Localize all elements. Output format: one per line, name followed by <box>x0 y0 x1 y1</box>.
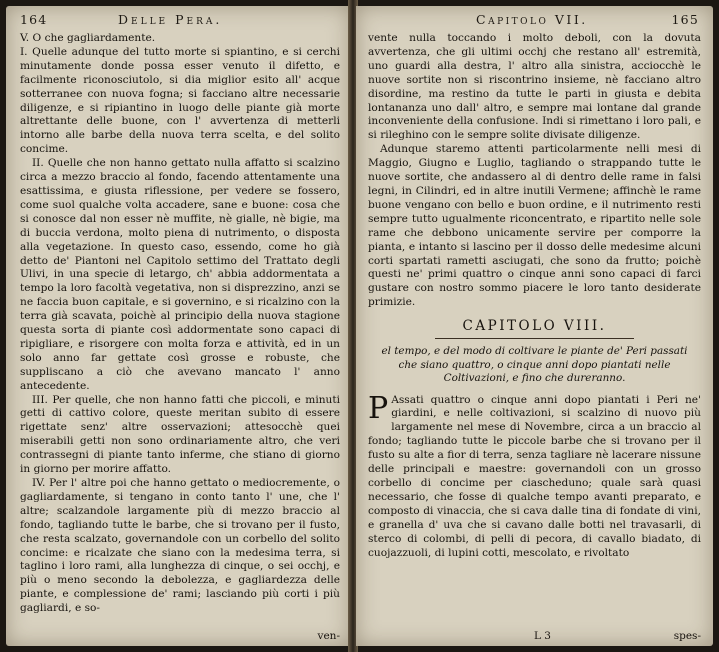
chapter-paragraph <box>368 390 701 561</box>
left-catchword: ven- <box>317 630 340 642</box>
paragraph: I. Quelle adunque del tutto morte si spiantino, e si cerchi minutamente donde possa esser venuto il difetto, e facilmente riconosciutolo, si dia miglior esito all' acque sotterranee con nuova fogna; si facciano altre necessarie diligenze, e si ripiantino in luogo delle piante già morte altrettante delle buone, con l' avvertenza di metterli intorno alle barbe della nuova terra scelta, e del solito concime. <box>20 45 340 156</box>
chapter-paragraph-text: Assati quattro o cinque anni dopo piantati i Peri ne' giardini, e nelle coltivazioni, si scalzino di nuovo più largamente nel mese di Novembre, circa a un braccio al fondo; tagliando tutte le piccole barbe che si trovano per il fusto su alte a fior di terra, senza tagliare nè lacerare nissune delle principali e maestre: governandoli con un grosso corbello di concime per ciascheduno; quale sarà quasi necessario, che fosse di qualche tempo avanti preparato, e composto di vinaccia, che si cava dalle tina di fondate di vini, e granella d' uva che si cavano dalle botti nel travasarli, di sterco di colombi, di pelli di pecora, di cavallo biadato, di cuojazzuoli, di lupini cotti, mescolato, e rivoltato <box>368 393 701 559</box>
paragraph: V. O che gagliardamente. <box>20 32 156 44</box>
right-running-head: Capitolo VII. <box>476 12 588 27</box>
paragraph: Adunque staremo attenti particolarmente nelli mesi di Maggio, Giugno e Luglio, tagliando o strappando tutte le nuove sortite, che andassero al di dentro delle rame in falsi legni, in Cilindri, ed in altre inutili Vermene; affinchè le rame buone vengano con bello e buon ordine, e il nutrimento resti sempre tutto ugualmente riconcentrato, e ripartito nelle sole rame che debbono unicamente servire per comporre la pianta, e intanto si lascino per il dosso delle medesime alcuni corti spartati rametti asciugati, che sono da frutto; poichè questi ne' primi quattro o cinque anni sono capaci di farci gustare con nostro sommo piacere le loro tanto desiderate primizie. <box>368 143 701 309</box>
chapter-title: CAPITOLO VIII. <box>462 318 607 335</box>
right-body-text <box>368 32 701 560</box>
drop-cap: P <box>368 390 389 426</box>
chapter-rule <box>435 338 635 339</box>
left-page <box>6 6 350 646</box>
chapter-summary: el tempo, e del modo di coltivare le piante de' Peri passati che siano quattro, o cinque anni dopo piantati nelle Coltivazioni, e fino che dureranno. <box>381 345 688 385</box>
paragraph: II. Quelle che non hanno gettato nulla affatto si scalzino circa a mezzo braccio al fondo, facendo attentamente una esattissima, e giusta riflessione, per vedere se fossero, come suol qualche volta accadere, sane e buone: cosa che si conosce dal non esser nè muffite, nè gialle, nè bigie, ma di buccia verdona, molto piena di nutrimento, o disposta alla vegetazione. In questo caso, essendo, come ho già detto de' Piantoni nel Capitolo settimo del Trattato degli Ulivi, in una specie di letargo, ch' abbia addormentata a tempo la loro facoltà vegetativa, non si disprezzino, anzi se ne faccia buon capitale, e si governino, e si ricalzino con la terra già scavata, poichè al principio della nuova stagione questa sorta di piante così addormentate sono capaci di ripigliare, e risorgere con molta forza e attività, ed in un solo anno far gettate così grosse e robuste, che suppliscano a ciò che avevano mancato l' anno antecedente. <box>20 157 340 392</box>
right-catchword: spes- <box>673 630 701 642</box>
paragraph: III. Per quelle, che non hanno fatti che piccoli, e minuti getti di cattivo colore, queste meritan subito di essere rigettate senz' altre osservazioni; attesocchè quei miserabili getti non sono ordinariamente altro, che veri contrassegni di piante tanto inferme, che stiano di giorno in giorno per morire affatto. <box>20 393 340 476</box>
signature-mark: L 3 <box>534 630 551 642</box>
right-page-number: 165 <box>671 12 699 27</box>
left-running-head: Delle Pera. <box>118 12 223 27</box>
paragraph: vente nulla toccando i molto deboli, con la dovuta avvertenza, che gli ultimi occhj che restano all' estremità, uno guardi alla destra, l' altro alla sinistra, acciocchè le nuove sortite non si riscontrino insieme, nè facciano altro disordine, ma restino da tutte le parti in giusta e debita lontananza uno dall' altro, e sempre mai lontane dal grande inconveniente della confusione. Indi si rimettano i loro pali, e si rileghino con le sempre solite divisate diligenze. <box>368 32 701 142</box>
left-body-text <box>20 32 340 616</box>
paragraph: IV. Per l' altre poi che hanno gettato o mediocremente, o gagliardamente, si tengano in conto tanto l' une, che l' altre; scalzandole largamente più di mezzo braccio al fondo, tagliando tutte le barbe, che si trovano per il fusto, che resta scalzato, governandole con un corbello del solito concime: e ricalzate che siano con la medesima terra, si taglino i loro rami, alla lunghezza di cinque, o sei occhj, e più o meno secondo la debolezza, e gagliardezza delle piante, e complessione de' rami; lasciando più corti i più gagliardi, e so- <box>20 477 340 615</box>
left-page-number: 164 <box>20 12 48 27</box>
right-page <box>356 6 713 646</box>
